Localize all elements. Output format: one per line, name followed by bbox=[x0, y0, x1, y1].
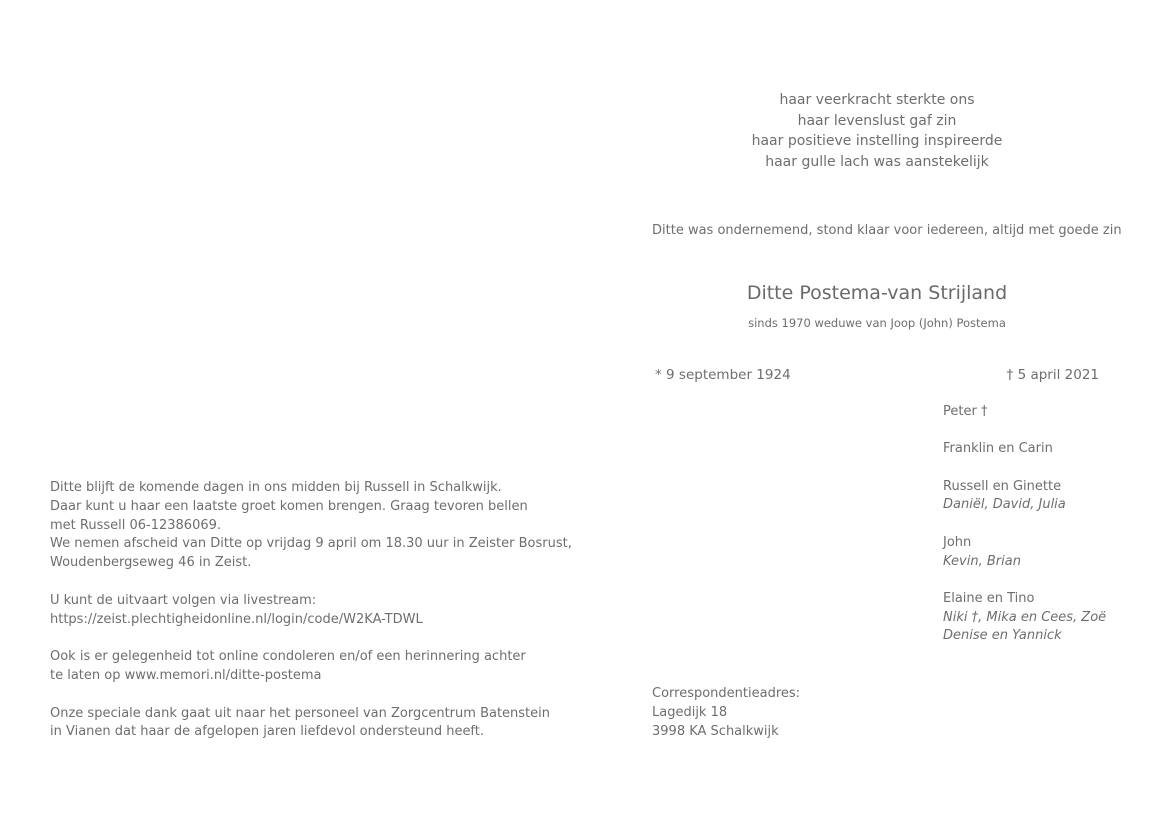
family-parents: Peter † bbox=[943, 404, 988, 419]
paragraph-livestream bbox=[50, 592, 572, 630]
family-parents: Elaine en Tino bbox=[943, 590, 1035, 606]
text-line: Ditte blijft de komende dagen in ons midden bij Russell in Schalkwijk. bbox=[50, 480, 502, 495]
deceased-name: Ditte Postema-van Strijland bbox=[746, 282, 1008, 304]
motto: Ditte was ondernemend, stond klaar voor iedereen, altijd met goede zin bbox=[652, 223, 1122, 238]
correspondence-address bbox=[652, 684, 800, 741]
family-list bbox=[943, 403, 1106, 665]
family-group bbox=[943, 534, 1106, 571]
family-children: Kevin, Brian bbox=[943, 553, 1021, 569]
address-street: Lagedijk 18 bbox=[652, 705, 728, 720]
family-group bbox=[943, 478, 1106, 515]
paragraph-visitation bbox=[50, 479, 572, 573]
family-group bbox=[943, 590, 1106, 646]
family-children: Daniël, David, Julia bbox=[943, 497, 1066, 513]
widow-note: sinds 1970 weduwe van Joop (John) Postema bbox=[748, 316, 1006, 330]
text-line: Ook is er gelegenheid tot online condoleren en/of een herinnering achter bbox=[50, 649, 526, 665]
paragraph-condolence bbox=[50, 648, 572, 686]
text-line: U kunt de uitvaart volgen via livestream: bbox=[50, 592, 317, 608]
family-group bbox=[943, 403, 1106, 422]
family-children: Niki †, Mika en Cees, Zoë bbox=[943, 609, 1107, 625]
paragraph-thanks bbox=[50, 705, 572, 743]
poem bbox=[652, 90, 1102, 172]
funeral-info bbox=[50, 479, 572, 761]
family-parents: John bbox=[943, 534, 972, 550]
birth-date: * 9 september 1924 bbox=[655, 367, 791, 383]
family-parents: Russell en Ginette bbox=[943, 478, 1062, 494]
text-line: Onze speciale dank gaat uit naar het personeel van Zorgcentrum Batenstein bbox=[50, 705, 551, 721]
poem-line: haar positieve instelling inspireerde bbox=[751, 133, 1003, 149]
address-label: Correspondentieadres: bbox=[652, 686, 801, 701]
family-parents: Franklin en Carin bbox=[943, 441, 1053, 457]
death-date: † 5 april 2021 bbox=[1006, 367, 1099, 383]
poem-line: haar veerkracht sterkte ons bbox=[779, 92, 975, 108]
family-group bbox=[943, 440, 1106, 459]
text-line: We nemen afscheid van Ditte op vrijdag 9 april om 18.30 uur in Zeister Bosrust, bbox=[50, 536, 572, 552]
livestream-link: https://zeist.plechtigheidonline.nl/login/code/W2KA-TDWL bbox=[50, 611, 423, 627]
text-line: in Vianen dat haar de afgelopen jaren liefdevol ondersteund heeft. bbox=[50, 724, 485, 740]
text-line: te laten op www.memori.nl/ditte-postema bbox=[50, 667, 322, 683]
poem-line: haar levenslust gaf zin bbox=[797, 112, 957, 129]
text-line: Woudenbergseweg 46 in Zeist. bbox=[50, 555, 252, 571]
text-line: met Russell 06-12386069. bbox=[50, 517, 222, 533]
poem-line: haar gulle lach was aanstekelijk bbox=[765, 153, 989, 170]
text-line: Daar kunt u haar een laatste groet komen brengen. Graag tevoren bellen bbox=[50, 498, 528, 514]
family-children: Denise en Yannick bbox=[943, 628, 1062, 644]
address-city: 3998 KA Schalkwijk bbox=[652, 724, 779, 739]
